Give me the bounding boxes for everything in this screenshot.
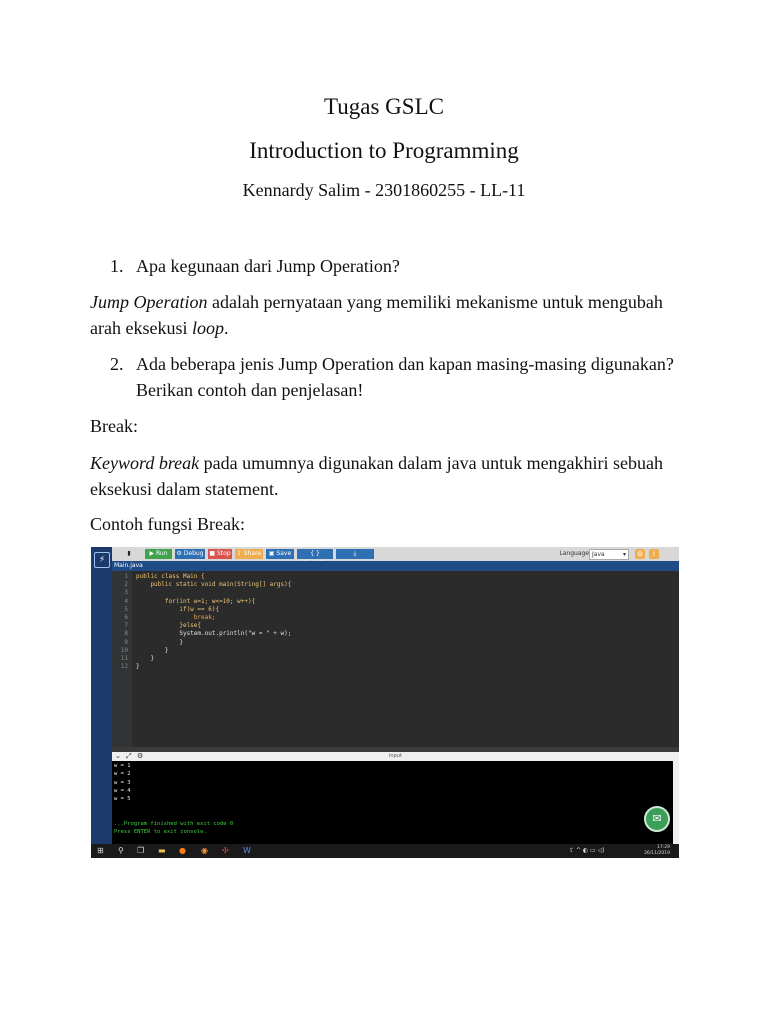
break-heading: Break: [90, 416, 138, 436]
answer-1 [90, 289, 690, 341]
taskbar-clock[interactable] [644, 845, 670, 857]
output-title: input [389, 753, 402, 759]
chrome-icon[interactable]: ◉ [201, 846, 208, 855]
code-line: System.out.println("w = " + w); [136, 630, 292, 638]
file-explorer-icon[interactable]: ▬ [158, 846, 166, 855]
stop-button[interactable]: ■ Stop [209, 550, 231, 557]
code-line: }else{ [136, 622, 202, 630]
answer-1-term: Jump Operation [90, 292, 208, 312]
break-paragraph [90, 450, 690, 502]
code-line: public static void main(String[] args){ [136, 581, 292, 589]
answer-1-loop: loop [191, 318, 224, 338]
debug-button[interactable]: ⚙ Debug [176, 550, 204, 557]
ide-toolbar [112, 547, 679, 561]
chevron-down-icon[interactable]: ⌄ [115, 752, 121, 760]
answer-1-text: adalah pernyataan yang memiliki mekanisme untuk mengubah arah eksekusi [90, 292, 663, 338]
line-number: 1 [124, 573, 128, 580]
output-console[interactable] [112, 761, 673, 844]
windows-taskbar [91, 844, 679, 858]
line-number: 6 [124, 614, 128, 621]
search-icon[interactable]: ⚲ [118, 846, 124, 855]
code-line: break; [136, 614, 216, 621]
settings-icon[interactable]: ⚙ [137, 752, 144, 760]
save-button[interactable]: ▣ Save [266, 549, 294, 559]
line-number: 2 [124, 581, 128, 589]
console-line: w = 4 [114, 787, 131, 794]
share-button[interactable]: ⇪ Share [236, 550, 262, 557]
line-number: 12 [120, 663, 128, 671]
language-select[interactable]: Java ▾ [589, 549, 629, 560]
message-icon[interactable]: ✉ [644, 806, 670, 832]
beautify-button[interactable]: { } [297, 549, 333, 559]
ide-sidebar [91, 547, 112, 844]
language-label: Language [559, 550, 589, 557]
line-number: 10 [120, 646, 128, 654]
console-line: Press ENTER to exit console. [114, 829, 207, 836]
code-line: public class Main { [136, 573, 205, 580]
ide-screenshot [91, 547, 679, 858]
code-line: } [136, 655, 155, 662]
output-toolbar [112, 752, 679, 761]
break-term: Keyword break [90, 453, 200, 473]
app-icon[interactable]: ✣ [222, 846, 229, 855]
code-line: for(int w=1; w<=10; w++){ [136, 597, 256, 605]
tab-main-java[interactable]: Main.java [114, 562, 143, 569]
code-line: } [136, 663, 140, 671]
line-number: 11 [120, 655, 128, 662]
run-button[interactable]: ▶ Run [145, 549, 172, 559]
file-tab-bar [112, 561, 679, 571]
line-number: 8 [124, 630, 128, 638]
console-line: ...Program finished with exit code 0 [114, 821, 234, 827]
example-heading: Contoh fungsi Break: [90, 514, 245, 534]
question-2-text: Ada beberapa jenis Jump Operation dan kapan masing-masing digunakan? Berikan contoh dan penjelasan! [136, 354, 674, 400]
console-line: w = 5 [114, 796, 131, 803]
info-icon[interactable]: i [649, 549, 659, 559]
code-line: } [136, 646, 169, 654]
code-line: } [136, 638, 183, 646]
code-editor[interactable] [112, 571, 679, 747]
console-line: w = 1 [114, 763, 131, 769]
task-view-icon[interactable]: ❐ [137, 846, 145, 855]
answer-1-end: . [223, 318, 229, 338]
system-tray-icons[interactable]: ⇪ ^ ◐ ▭ ◁) [569, 847, 605, 854]
taskbar-time: 17:29 [657, 845, 670, 850]
line-number: 5 [124, 605, 128, 613]
console-scrollbar[interactable] [673, 761, 679, 844]
download-button[interactable]: ⤓ [336, 549, 374, 559]
console-line: w = 2 [114, 771, 131, 778]
author-line: Kennardy Salim - 2301860255 - LL-11 [242, 180, 526, 200]
document-title: Tugas GSLC [324, 94, 444, 119]
code-line: if(w == 6){ [136, 605, 220, 613]
line-number: 4 [124, 597, 128, 605]
word-icon[interactable]: W [243, 846, 251, 855]
firefox-icon[interactable]: ● [179, 846, 186, 855]
break-text: pada umumnya digunakan dalam java untuk mengakhiri sebuah eksekusi dalam statement. [90, 453, 664, 499]
question-2-number: 2. [110, 354, 124, 374]
line-number: 7 [124, 622, 128, 630]
taskbar-date: 26/11/2019 [644, 851, 670, 856]
document-subtitle: Introduction to Programming [249, 138, 519, 163]
question-1-number: 1. [110, 256, 124, 276]
line-number: 3 [124, 589, 128, 597]
line-number: 9 [124, 638, 128, 646]
windows-start-icon[interactable]: ⊞ [97, 846, 104, 855]
bolt-icon: ⚡ [94, 552, 110, 568]
question-1-text: Apa kegunaan dari Jump Operation? [136, 256, 400, 276]
settings-icon[interactable]: ⚙ [636, 550, 644, 558]
new-file-icon[interactable]: ▮ [127, 550, 131, 557]
expand-icon[interactable]: ⤢ [126, 752, 132, 760]
console-line: w = 3 [114, 779, 131, 786]
